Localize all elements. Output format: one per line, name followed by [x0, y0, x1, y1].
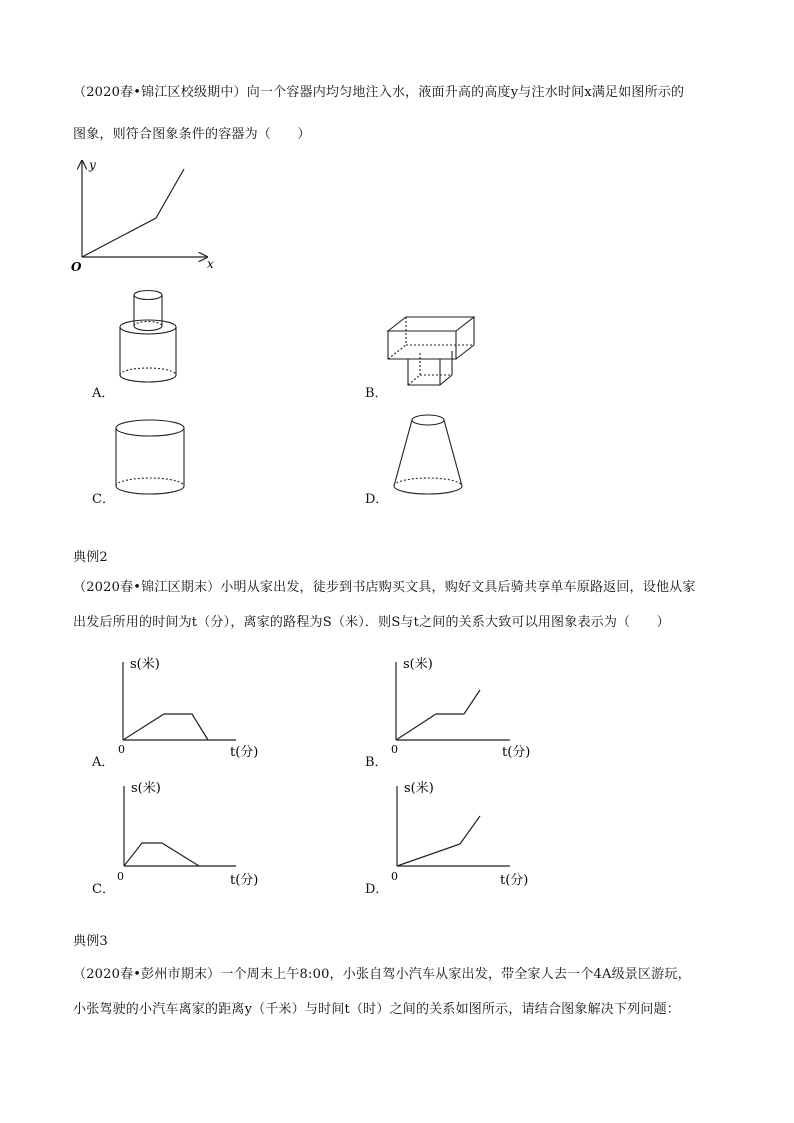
ex2-graph-d[interactable]: [384, 772, 554, 890]
ex2-graph-c[interactable]: [110, 772, 280, 890]
ex2-c-x-label: t(分): [230, 873, 259, 888]
ex3-heading: 典例3: [73, 934, 108, 949]
ex2-a-line: [123, 714, 208, 740]
ex2-text-line1: （2020春•锦江区期末）小明从家出发，徒步到书店购买文具，购好文具后骑共享单车原路返回，设他从家: [73, 580, 696, 595]
ex2-c-line: [124, 843, 199, 866]
ex2-d-x-label: t(分): [500, 873, 529, 888]
ex2-a-y-label: s(米): [130, 657, 160, 672]
ex3-text-line2: 小张驾驶的小汽车离家的距离y（千米）与时间t（时）之间的关系如图所示，请结合图象解决下列问题：: [73, 1002, 680, 1017]
option-a-container[interactable]: [112, 287, 192, 387]
option-d-label[interactable]: D．: [365, 492, 389, 507]
ex2-graph-b[interactable]: [384, 650, 554, 760]
q1-text-line2: 图象，则符合图象条件的容器为（ ）: [73, 127, 311, 142]
ex2-c-origin: 0: [117, 870, 124, 883]
q1-line: [82, 169, 184, 257]
option-c-container[interactable]: [112, 417, 192, 499]
ex2-c-y-label: s(米): [131, 781, 161, 796]
ex2-d-origin: 0: [391, 870, 398, 883]
ex2-option-b-label[interactable]: B．: [365, 755, 388, 770]
option-a-label[interactable]: A．: [92, 386, 115, 401]
q1-graph: [62, 155, 227, 275]
q1-x-label: x: [207, 257, 214, 271]
ex2-d-y-label: s(米): [404, 781, 434, 796]
ex2-text-line2: 出发后所用的时间为t（分），离家的路程为S（米）．则S与t之间的关系大致可以用图象表示为（ ）: [73, 615, 670, 630]
option-b-container[interactable]: [384, 313, 484, 393]
option-d-container[interactable]: [390, 410, 466, 500]
option-b-label[interactable]: B．: [365, 386, 388, 401]
ex2-graph-a[interactable]: [110, 650, 280, 760]
ex2-a-origin: 0: [118, 743, 125, 756]
ex3-text-line1: （2020春•彭州市期末）一个周末上午8:00，小张自驾小汽车从家出发，带全家人去一个4A级景区游玩，: [73, 967, 691, 982]
option-c-label[interactable]: C．: [92, 492, 115, 507]
ex2-option-a-label[interactable]: A．: [92, 755, 115, 770]
ex2-d-line: [397, 816, 480, 866]
ex2-a-x-label: t(分): [230, 745, 259, 760]
ex2-heading: 典例2: [73, 550, 108, 565]
q1-text-line1: （2020春•锦江区校级期中）向一个容器内均匀地注入水，液面升高的高度y与注水时间x满足如图所示的: [73, 85, 685, 100]
ex2-b-origin: 0: [391, 743, 398, 756]
ex2-b-line: [396, 690, 480, 740]
q1-y-label: y: [89, 158, 96, 172]
q1-origin: O: [71, 260, 82, 274]
ex2-b-x-label: t(分): [502, 745, 531, 760]
ex2-option-c-label[interactable]: C．: [92, 882, 115, 897]
ex2-option-d-label[interactable]: D．: [365, 882, 389, 897]
ex2-b-y-label: s(米): [403, 657, 433, 672]
